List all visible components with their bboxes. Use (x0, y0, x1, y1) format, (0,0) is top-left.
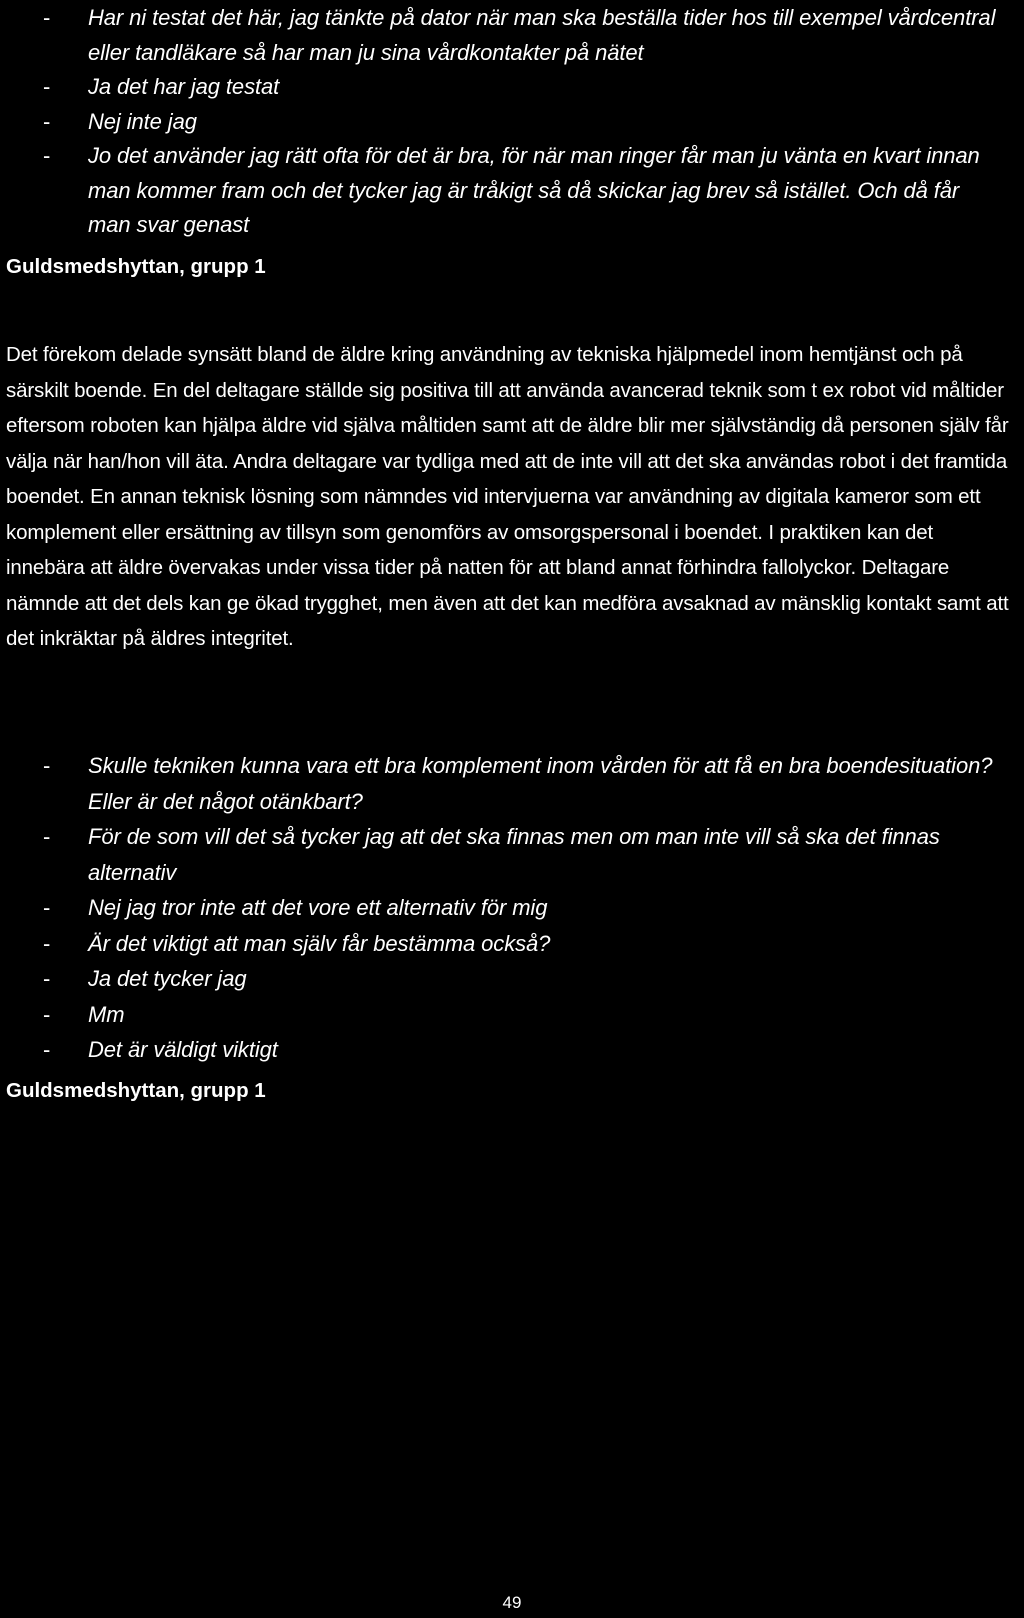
quote-item (0, 997, 1024, 1033)
quote-text: Mm (88, 1001, 125, 1027)
quote-list-1 (0, 1, 1024, 243)
list-dash: - (43, 74, 51, 99)
quote-text: Ja det har jag testat (88, 74, 280, 99)
quote-text: För de som vill det så tycker jag att det ska finnas men om man inte vill så ska det finnas alternativ (88, 824, 940, 885)
list-dash: - (43, 5, 51, 30)
quote-text: Har ni testat det här, jag tänkte på dator när man ska beställa tider hos till exempel vårdcentral eller tandläkare så har man ju sina vårdkontakter på nätet (88, 5, 996, 65)
source-label-2: Guldsmedshyttan, grupp 1 (6, 1079, 266, 1102)
list-dash: - (43, 966, 51, 991)
quote-text: Nej jag tror inte att det vore ett alternativ för mig (88, 895, 548, 920)
list-dash: - (43, 824, 51, 849)
body-paragraph: Det förekom delade synsätt bland de äldre kring användning av tekniska hjälpmedel inom hemtjänst och på särskilt boende. En del deltagare ställde sig positiva till att använda avancerad teknik som t ex robot vid måltider eftersom roboten kan hjälpa äldre vid själva måltiden samt att de äldre blir mer självständig då personen själv får välja när han/hon vill äta. Andra deltagare var tydliga med att de inte vill att det ska användas robot i det framtida boendet. En annan teknisk lösning som nämndes vid intervjuerna var användning av digitala kameror som ett komplement eller ersättning av tillsyn som genomförs av omsorgspersonal i boendet. I praktiken kan det innebära att äldre övervakas under vissa tider på natten för att bland annat förhindra fallolyckor. Deltagare nämnde att det dels kan ge ökad trygghet, men även att det kan medföra avsaknad av mänsklig kontakt samt att det inkräktar på äldres integritet. (6, 343, 1009, 650)
quote-item (0, 961, 1024, 997)
list-dash: - (43, 895, 51, 920)
quote-item (0, 139, 1024, 243)
quote-text: Ja det tycker jag (88, 966, 247, 991)
quote-item (0, 70, 1024, 105)
quote-text: Nej inte jag (88, 108, 197, 134)
quote-item (0, 748, 1024, 819)
quote-item (0, 890, 1024, 926)
quote-list-2 (0, 748, 1024, 1068)
list-dash: - (43, 1001, 51, 1027)
quote-text: Är det viktigt att man själv får bestämma också? (88, 930, 551, 956)
list-dash: - (43, 753, 51, 778)
source-label-1: Guldsmedshyttan, grupp 1 (6, 255, 266, 278)
quote-text: Skulle tekniken kunna vara ett bra komplement inom vården för att få en bra boendesituation? Eller är det något otänkbart? (88, 753, 993, 814)
quote-item (0, 926, 1024, 962)
quote-item (0, 1032, 1024, 1068)
quote-text: Det är väldigt viktigt (88, 1037, 278, 1062)
page-number: 49 (502, 1593, 522, 1612)
quote-item (0, 105, 1024, 140)
list-dash: - (43, 143, 51, 168)
list-dash: - (43, 930, 51, 956)
list-dash: - (43, 1037, 51, 1062)
list-dash: - (43, 108, 51, 134)
quote-text: Jo det använder jag rätt ofta för det är bra, för när man ringer får man ju vänta en kvart innan man kommer fram och det tycker jag är tråkigt så då skickar jag brev så istället. Och då får man svar genast (88, 143, 980, 237)
quote-item (0, 819, 1024, 890)
quote-item (0, 1, 1024, 70)
